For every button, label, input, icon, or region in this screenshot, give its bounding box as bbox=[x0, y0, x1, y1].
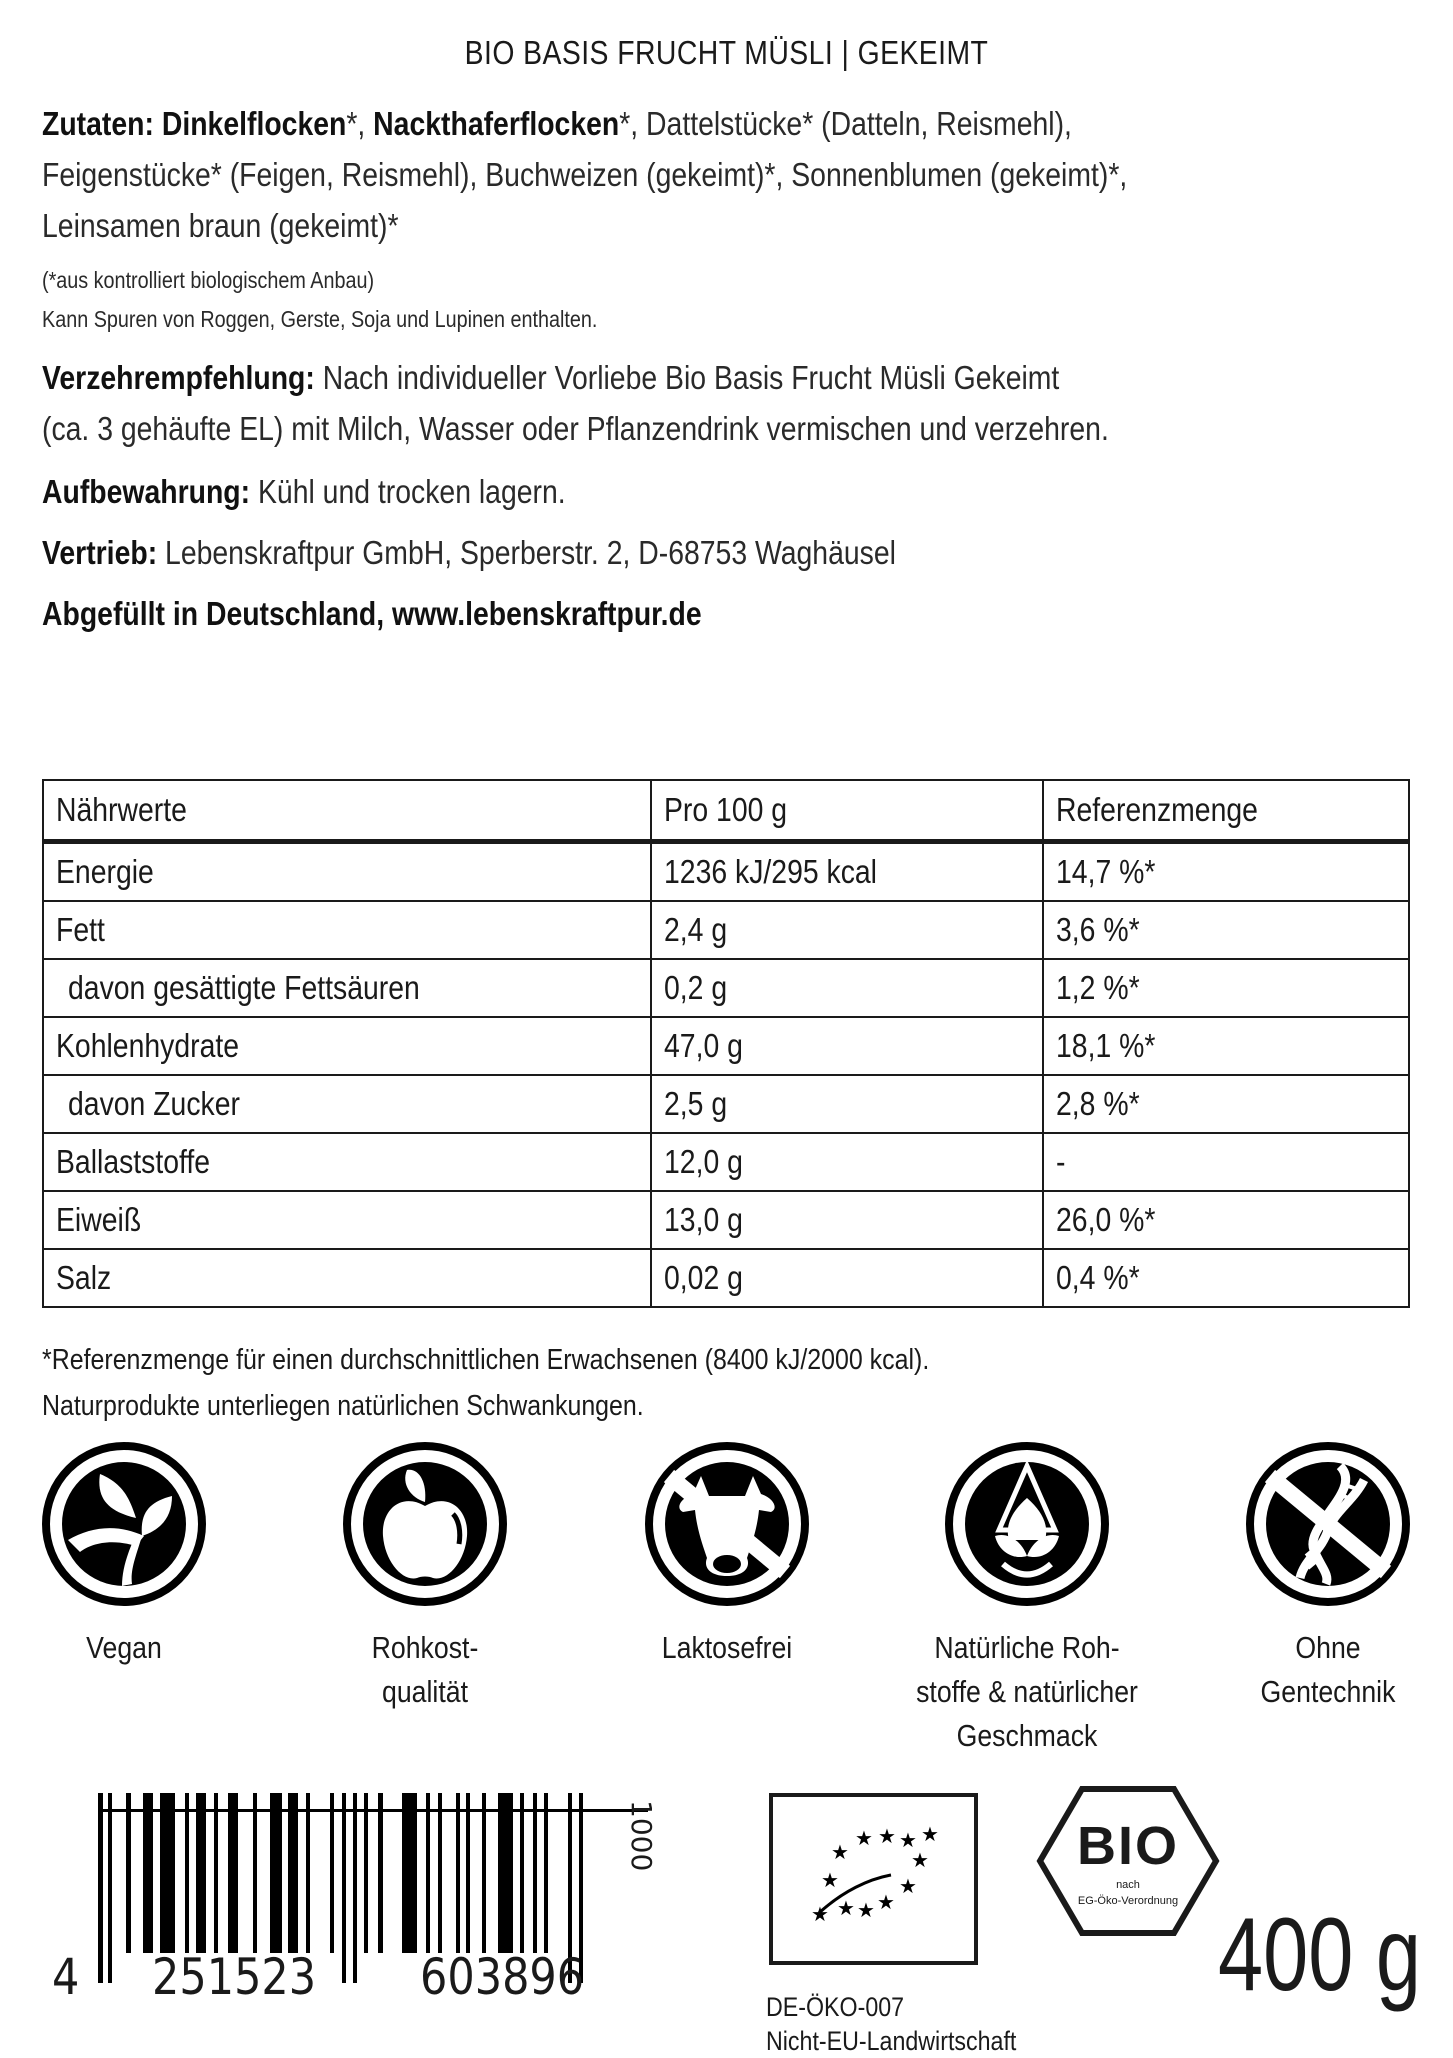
nutrient-name: Fett bbox=[56, 911, 105, 948]
product-title: BIO BASIS FRUCHT MÜSLI | GEKEIMT bbox=[464, 34, 989, 71]
badge-laktosefrei bbox=[597, 1440, 857, 1670]
badge-label-3: Geschmack bbox=[956, 1718, 1098, 1753]
badge-gentechnik bbox=[1198, 1440, 1453, 1714]
table-row bbox=[43, 1249, 1409, 1307]
nutrient-name: Eiweiß bbox=[56, 1201, 142, 1238]
table-row bbox=[43, 1017, 1409, 1075]
table-row bbox=[43, 842, 1409, 902]
ingredients-line-2: Feigenstücke* (Feigen, Reismehl), Buchweizen (gekeimt)*, Sonnenblumen (gekeimt)*, bbox=[42, 156, 1128, 193]
svg-text:★: ★ bbox=[821, 1868, 839, 1892]
organic-note: (*aus kontrolliert biologischem Anbau) bbox=[42, 267, 375, 293]
distribution-line bbox=[42, 527, 896, 578]
badge-label-1: Ohne bbox=[1295, 1630, 1361, 1665]
recommendation-label: Verzehrempfehlung: bbox=[42, 359, 315, 396]
table-row bbox=[43, 959, 1409, 1017]
storage-line bbox=[42, 466, 566, 517]
eu-organic-logo bbox=[769, 1793, 978, 1965]
distribution-text: Lebenskraftpur GmbH, Sperberstr. 2, D-68753 Waghäusel bbox=[157, 534, 896, 571]
nutrient-ref: 3,6 %* bbox=[1055, 911, 1140, 948]
nutrient-per100: 13,0 g bbox=[664, 1201, 744, 1238]
ingredients-line-1 bbox=[42, 98, 1072, 149]
svg-text:★: ★ bbox=[921, 1822, 939, 1846]
nutrition-table bbox=[42, 779, 1410, 1308]
svg-text:★: ★ bbox=[899, 1874, 917, 1898]
nutrient-per100: 0,2 g bbox=[664, 969, 728, 1006]
nutrient-per100: 47,0 g bbox=[664, 1027, 744, 1064]
nutrient-name: Kohlenhydrate bbox=[56, 1027, 240, 1064]
nutrient-ref: 2,8 %* bbox=[1055, 1085, 1140, 1122]
header-per100: Pro 100 g bbox=[651, 780, 1042, 842]
bio-seal-line2: EG-Öko-Verordnung bbox=[1077, 1895, 1179, 1907]
nutrient-per100: 12,0 g bbox=[664, 1143, 744, 1180]
drop-leaf-icon bbox=[943, 1440, 1111, 1608]
nutrient-name: davon gesättigte Fettsäuren bbox=[68, 969, 420, 1006]
nutrition-footnote-1: *Referenzmenge für einen durchschnittlichen Erwachsenen (8400 kJ/2000 kcal). bbox=[42, 1344, 930, 1376]
recommendation-line-1 bbox=[42, 352, 1059, 403]
bottled-line bbox=[42, 588, 702, 639]
ingredients-line-3: Leinsamen braun (gekeimt)* bbox=[42, 207, 399, 244]
svg-text:★: ★ bbox=[837, 1896, 855, 1920]
svg-text:★: ★ bbox=[911, 1848, 929, 1872]
svg-text:★: ★ bbox=[899, 1828, 917, 1852]
nutrient-ref: 26,0 %* bbox=[1055, 1201, 1155, 1238]
nutrient-ref: 18,1 %* bbox=[1055, 1027, 1155, 1064]
net-weight: 400 g bbox=[1218, 1897, 1422, 2013]
nutrient-per100: 2,5 g bbox=[664, 1085, 728, 1122]
recommendation-text: Nach individueller Vorliebe Bio Basis Frucht Müsli Gekeimt bbox=[314, 359, 1060, 396]
svg-text:★: ★ bbox=[831, 1840, 849, 1864]
no-dna-icon bbox=[1244, 1440, 1412, 1608]
nutrient-ref: 14,7 %* bbox=[1055, 853, 1155, 890]
nutrient-name: Salz bbox=[56, 1259, 112, 1296]
header-nutrients: Nährwerte bbox=[43, 780, 651, 842]
eu-leaf-stars-icon bbox=[773, 1797, 974, 1961]
nutrient-per100: 1236 kJ/295 kcal bbox=[664, 853, 878, 890]
storage-text: Kühl und trocken lagern. bbox=[250, 473, 566, 510]
nutrient-name: Energie bbox=[56, 853, 154, 890]
table-row bbox=[43, 1075, 1409, 1133]
distribution-label: Vertrieb: bbox=[42, 534, 158, 571]
apple-icon bbox=[341, 1440, 509, 1608]
ingredient-nackthafer: Nackthaferflocken bbox=[373, 105, 620, 142]
ingredient-dinkel: Dinkelflocken bbox=[161, 105, 347, 142]
badge-natuerlich bbox=[897, 1440, 1157, 1758]
barcode-rotated-number: 1000 bbox=[625, 1800, 658, 1872]
svg-text:★: ★ bbox=[857, 1898, 875, 1922]
badge-label-2: qualität bbox=[382, 1674, 468, 1709]
recommendation-line-2: (ca. 3 gehäufte EL) mit Milch, Wasser oder Pflanzendrink vermischen und verzehren. bbox=[42, 410, 1109, 447]
svg-text:★: ★ bbox=[811, 1902, 829, 1926]
svg-text:★: ★ bbox=[878, 1824, 896, 1848]
nutrient-ref: - bbox=[1055, 1143, 1066, 1180]
table-row bbox=[43, 1133, 1409, 1191]
badge-label-2: Gentechnik bbox=[1260, 1674, 1396, 1709]
badge-label: Laktosefrei bbox=[661, 1630, 793, 1665]
separator: *, bbox=[346, 105, 374, 142]
eu-organic-origin: Nicht-EU-Landwirtschaft bbox=[766, 2026, 1017, 2056]
badge-rohkost bbox=[295, 1440, 555, 1714]
barcode-first-digit: 4 bbox=[52, 1948, 80, 2006]
badge-vegan bbox=[0, 1440, 254, 1670]
badge-label-1: Natürliche Roh- bbox=[934, 1630, 1120, 1665]
nutrient-per100: 2,4 g bbox=[664, 911, 728, 948]
svg-text:★: ★ bbox=[855, 1826, 873, 1850]
barcode-right-digits: 603896 bbox=[420, 1948, 585, 2006]
bio-seal-text: BIO bbox=[1076, 1816, 1179, 1876]
vegan-leaf-icon bbox=[40, 1440, 208, 1608]
table-row bbox=[43, 901, 1409, 959]
nutrient-per100: 0,02 g bbox=[664, 1259, 744, 1296]
badge-label: Vegan bbox=[86, 1630, 162, 1665]
barcode-left-digits: 251523 bbox=[152, 1948, 317, 2006]
table-header-row bbox=[43, 780, 1409, 842]
nutrition-footnote-2: Naturprodukte unterliegen natürlichen Schwankungen. bbox=[42, 1390, 644, 1422]
bio-seal bbox=[1036, 1785, 1220, 1937]
svg-text:★: ★ bbox=[877, 1890, 895, 1914]
nutrient-ref: 0,4 %* bbox=[1055, 1259, 1140, 1296]
header-reference: Referenzmenge bbox=[1043, 780, 1409, 842]
storage-label: Aufbewahrung: bbox=[42, 473, 251, 510]
badge-label-2: stoffe & natürlicher bbox=[916, 1674, 1138, 1709]
traces-note: Kann Spuren von Roggen, Gerste, Soja und Lupinen enthalten. bbox=[42, 306, 598, 332]
nutrient-name: Ballaststoffe bbox=[56, 1143, 211, 1180]
bottled-text: Abgefüllt in Deutschland, www.lebenskraftpur.de bbox=[42, 595, 702, 632]
ingredients-label: Zutaten: bbox=[42, 105, 154, 142]
bio-seal-line1: nach bbox=[1116, 1879, 1140, 1891]
eu-organic-code: DE-ÖKO-007 bbox=[766, 1992, 905, 2022]
nutrient-ref: 1,2 %* bbox=[1055, 969, 1140, 1006]
nutrient-name: davon Zucker bbox=[68, 1085, 240, 1122]
ingredients-rest: *, Dattelstücke* (Datteln, Reismehl), bbox=[619, 105, 1072, 142]
badge-label-1: Rohkost- bbox=[371, 1630, 479, 1665]
table-row bbox=[43, 1191, 1409, 1249]
no-cow-icon bbox=[643, 1440, 811, 1608]
